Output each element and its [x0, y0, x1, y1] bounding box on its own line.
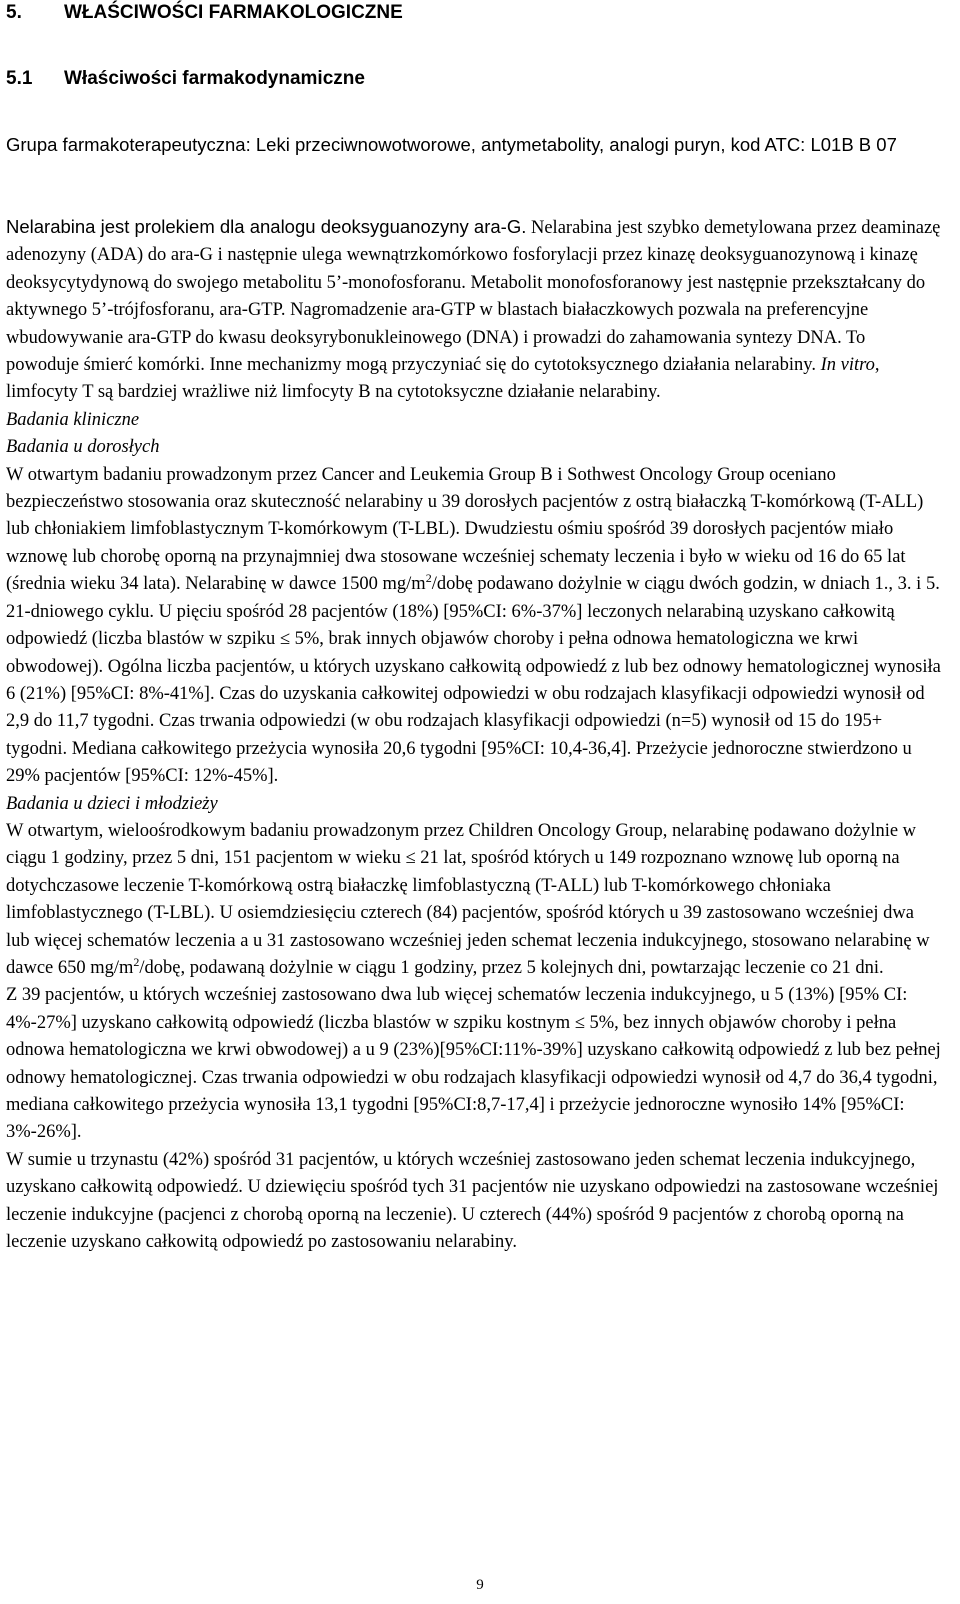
subsection-title: Właściwości farmakodynamiczne [64, 68, 365, 89]
children-superscript: 2 [133, 954, 140, 969]
children-paragraph-1 [6, 818, 941, 982]
heading-clinical-studies: Badania kliniczne [6, 409, 140, 430]
subsection-number: 5.1 [6, 68, 33, 89]
heading-children-studies: Badania u dzieci i młodzieży [6, 793, 218, 814]
section-heading [6, 2, 403, 24]
adults-paragraph [6, 462, 941, 791]
intro-tail: , limfocyty T są bardziej wrażliwe niż limfocyty B na cytotoksyczne działanie nelarabiny. [6, 355, 880, 403]
children-paragraph-2: Z 39 pacjentów, u których wcześniej zastosowano dwa lub więcej schematów leczenia indukcyjnego, u 5 (13%) [95% CI: 4%-27%] uzyskano całkowitą odpowiedź (liczba blastów w szpiku kostnym ≤ 5%, bez innych objawów choroby i pełna odnowa hematologiczna we krwi obwodowej) a u 9 (23%)[95%CI:11%-39%] uzyskano całkowitą odpowiedź z lub bez pełnej odnowy hematologicznej. Czas trwania odpowiedzi w obu rodzajach klasyfikacji odpowiedzi wynosił od 4,7 do 36,4 tygodni, mediana całkowitego przeżycia wynosiła 13,1 tygodni [95%CI:8,7-17,4] i przeżycie jednoroczne wynosiło 14% [95%CI: 3%-26%]. [6, 985, 941, 1143]
pharmacotherapeutic-group: Grupa farmakoterapeutyczna: Leki przeciwnowotworowe, antymetabolity, analogi puryn, kod ATC: L01B B 07 [6, 134, 897, 155]
intro-serif-part: Nelarabina jest szybko demetylowana przez deaminazę adenozyny (ADA) do ara-G i następnie ulega wewnątrzkomórkowo fosforylacji przez kinazę deoksyguanozynową i kinazę deoksycytydynową do swojego metabolitu 5’-monofosforanu. Metabolit monofosforanowy jest następnie przekształcany do aktywnego 5’-trójfosforanu, ara-GTP. Nagromadzenie ara-GTP w blastach białaczkowych pozwala na preferencyjne wbudowywanie ara-GTP do kwasu deoksyrybonukleinowego (DNA) i prowadzi do zahamowania syntezy DNA. To powoduje śmierć komórki. Inne mechanizmy mogą przyczyniać się do cytotoksycznego działania nelarabiny. [6, 218, 941, 376]
document-body [6, 213, 941, 1256]
subsection-heading [6, 68, 365, 90]
adults-part-1: W otwartym badaniu prowadzonym przez Cancer and Leukemia Group B i Sothwest Oncology Group oceniano bezpieczeństwo stosowania oraz skuteczność nelarabiny u 39 dorosłych pacjentów z ostrą białaczką T-komórkową (T-ALL) lub chłoniakiem limfoblastycznym T-komórkowym (T-LBL). Dwudziestu ośmiu spośród 39 dorosłych pacjentów miało wznowę lub chorobę oporną na przynajmniej dwa stosowane wcześniej schematy leczenia i było w wieku od 16 do 65 lat (średnia wieku 34 lata). Nelarabinę w dawce 1500 mg/m [6, 464, 924, 595]
adults-part-2: /dobę podawano dożylnie w ciągu dwóch godzin, w dniach 1., 3. i 5. 21-dniowego cyklu. U pięciu spośród 28 pacjentów (18%) [95%CI: 6%-37%] leczonych nelarabiną uzyskano całkowitą odpowiedź (liczba blastów w szpiku ≤ 5%, brak innych objawów choroby i pełna odnowa hematologiczna we krwi obwodowej). Ogólna liczba pacjentów, u których uzyskano całkowitą odpowiedź z lub bez odnowy hematologicznej wynosiła 6 (21%) [95%CI: 8%-41%]. Czas do uzyskania całkowitej odpowiedzi w obu rodzajach klasyfikacji odpowiedzi wynosił od 2,9 do 11,7 tygodni. Czas trwania odpowiedzi (w obu rodzajach klasyfikacji odpowiedzi (n=5) wynosił od 15 do 195+ tygodni. Mediana całkowitego przeżycia wynosiła 20,6 tygodni [95%CI: 10,4-36,4]. Przeżycie jednoroczne stwierdzono u 29% pacjentów [95%CI: 12%-45%]. [6, 574, 941, 787]
children-p1-part-1: W otwartym, wieloośrodkowym badaniu prowadzonym przez Children Oncology Group, nelarabinę podawano dożylnie w ciągu 1 godziny, przez 5 dni, 151 pacjentom w wieku ≤ 21 lat, spośród których u 149 rozpoznano wznowę lub oporną na dotychczasowe leczenie T-komórkową ostrą białaczkę limfoblastyczną (T-ALL) lub T-komórkowego chłoniaka limfoblastycznego (T-LBL). U osiemdziesięciu czterech (84) pacjentów, spośród których u 39 zastosowano wcześniej dwa lub więcej schematów leczenia a u 31 zastosowano wcześniej jeden schemat leczenia indukcyjnego, stosowano nelarabinę w dawce 650 mg/m [6, 820, 930, 978]
children-p1-part-2: /dobę, podawaną dożylnie w ciągu 1 godziny, przez 5 kolejnych dni, powtarzając leczenie co 21 dni. [139, 957, 884, 978]
children-paragraph-3: W sumie u trzynastu (42%) spośród 31 pacjentów, u których wcześniej zastosowano jeden schemat leczenia indukcyjnego, uzyskano całkowitą odpowiedź. U dziewięciu spośród tych 31 pacjentów nie uzyskano odpowiedzi na zastosowane wcześniej leczenie indukcyjne (pacjenci z chorobą oporną na leczenie). U czterech (44%) spośród 9 pacjentów z chorobą oporną na leczenie uzyskano całkowitą odpowiedź po zastosowaniu nelarabiny. [6, 1149, 939, 1253]
heading-adult-studies: Badania u dorosłych [6, 437, 160, 458]
page-number: 9 [476, 1577, 484, 1593]
section-title: WŁAŚCIWOŚCI FARMAKOLOGICZNE [64, 2, 403, 23]
section-number: 5. [6, 2, 22, 23]
intro-italic-term: In vitro [820, 355, 875, 376]
adults-superscript: 2 [425, 571, 432, 586]
intro-paragraph [6, 213, 941, 407]
intro-sans-part: Nelarabina jest prolekiem dla analogu deoksyguanozyny ara-G. [6, 216, 527, 237]
